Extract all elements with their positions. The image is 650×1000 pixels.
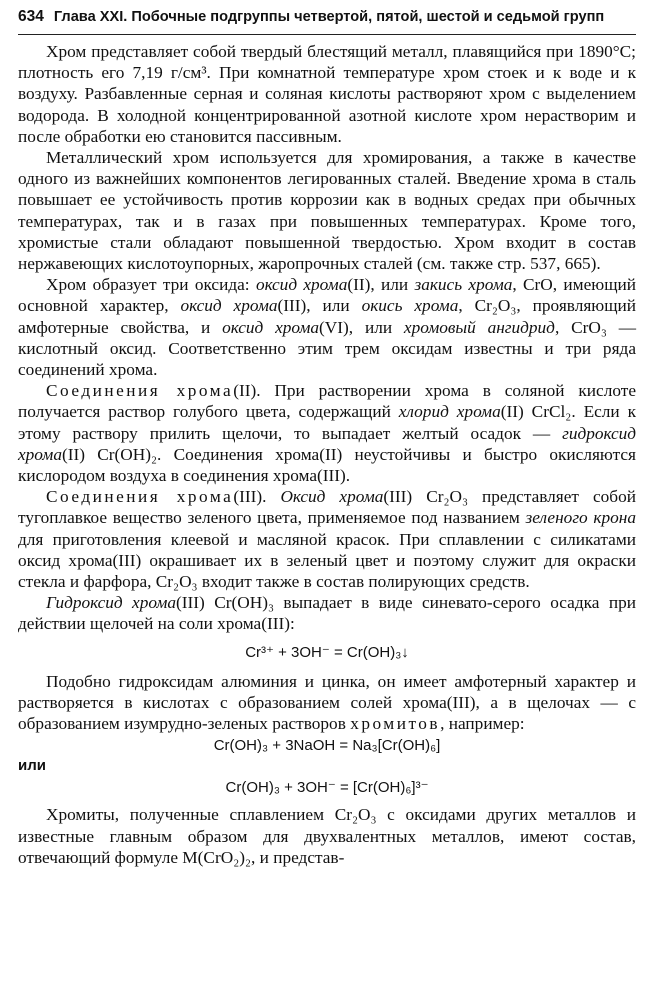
paragraph-chromium-hydroxide: Гидроксид хрома(III) Cr(OH)₃ выпадает в виде синевато-серого осадка при действии щелочей на соли хрома(III): [18, 593, 636, 634]
paragraph-chromites: Хромиты, полученные сплавлением Cr₂O₃ с оксидами других металлов и известные главным образом для двухвалентных металлов, имеют состав, отвечающий формуле M(CrO₂)₂, и представ- [18, 805, 636, 867]
equation-chromite-naoh: Cr(OH)₃ + 3NaOH = Na₃[Cr(OH)₆] [213, 737, 441, 755]
section-heading-chromium-iii: Соединения хрома [46, 487, 234, 507]
page-header [18, 8, 636, 35]
paragraph-chromium-uses: Металлический хром используется для хромирования, а также в качестве одного из важнейших компонентов легированных сталей. Введение хрома в сталь повышает ее устойчивость против коррозии как в водных средах при обычных температурах, так и в газах при повышенных температурах. Кроме того, хромистые стали обладают повышенной твердостью. Хром входит в состав нержавеющих кислотоупорных, жаропрочных сталей (см. также стр. 537, 665). [18, 148, 636, 274]
paragraph-chromium-oxides: Хром образует три оксида: оксид хрома(II), или закись хрома, CrO, имеющий основной характер, оксид хрома(III), или окись хрома, Cr₂O₃, проявляющий амфотерные свойства, и оксид хрома(VI), или хромовый ангидрид, CrO₃ — кислотный оксид. Соответственно этим трем оксидам известны и три ряда соединений хрома. [18, 275, 637, 380]
equation-hydroxide-precipitation: Cr³⁺ + 3OH⁻ = Cr(OH)₃↓ [245, 643, 409, 661]
section-heading-chromium-ii: Соединения хрома [46, 381, 234, 401]
paragraph-chromium-ii-compounds: Соединения хрома(II). При растворении хрома в соляной кислоте получается раствор голубого цвета, содержащий хлорид хрома(II) CrCl₂. Если к этому раствору прилить щелочи, то выпадает желтый осадок — гидроксид хрома(II) Cr(OH)₂. Соединения хрома(II) неустойчивы и быстро окисляются кислородом воздуха в соединения хрома(III). [18, 381, 636, 486]
running-title: Глава XXI. Побочные подгруппы четвертой, пятой, шестой и седьмой групп [53, 9, 605, 25]
paragraph-chromium-iii-compounds: Соединения хрома(III). Оксид хрома(III) Cr₂O₃ представляет собой тугоплавкое вещество зеленого цвета, применяемое под названием зеленого крона для приготовления клеевой и масляной красок. При сплавлении с силикатами оксид хрома(III) окрашивает их в зеленый цвет и поэтому служит для окраски стекла и фарфора, Cr₂O₃ входит также в состав полирующих средств. [18, 487, 636, 592]
equation-chromite-ionic: Cr(OH)₃ + 3OH⁻ = [Cr(OH)₆]³⁻ [225, 779, 429, 797]
conjunction-or: или [18, 757, 46, 775]
paragraph-amphoteric: Подобно гидроксидам алюминия и цинка, он имеет амфотерный характер и растворяется в кислотах с образованием солей хрома(III), а в щелочах — с образованием изумрудно-зеленых растворов хромитов, например: [18, 671, 636, 734]
page-number: 634 [18, 8, 44, 25]
paragraph-chromium-properties: Хром представляет собой твердый блестящий металл, плавящийся при 1890°С; плотность его 7,19 г/см³. При комнатной температуре хром стоек и к воде и к воздуху. Разбавленные серная и соляная кислоты растворяют хром с выделением водорода. В холодной концентрированной азотной кислоте хром нерастворим и после обработки ею становится пассивным. [18, 42, 636, 146]
